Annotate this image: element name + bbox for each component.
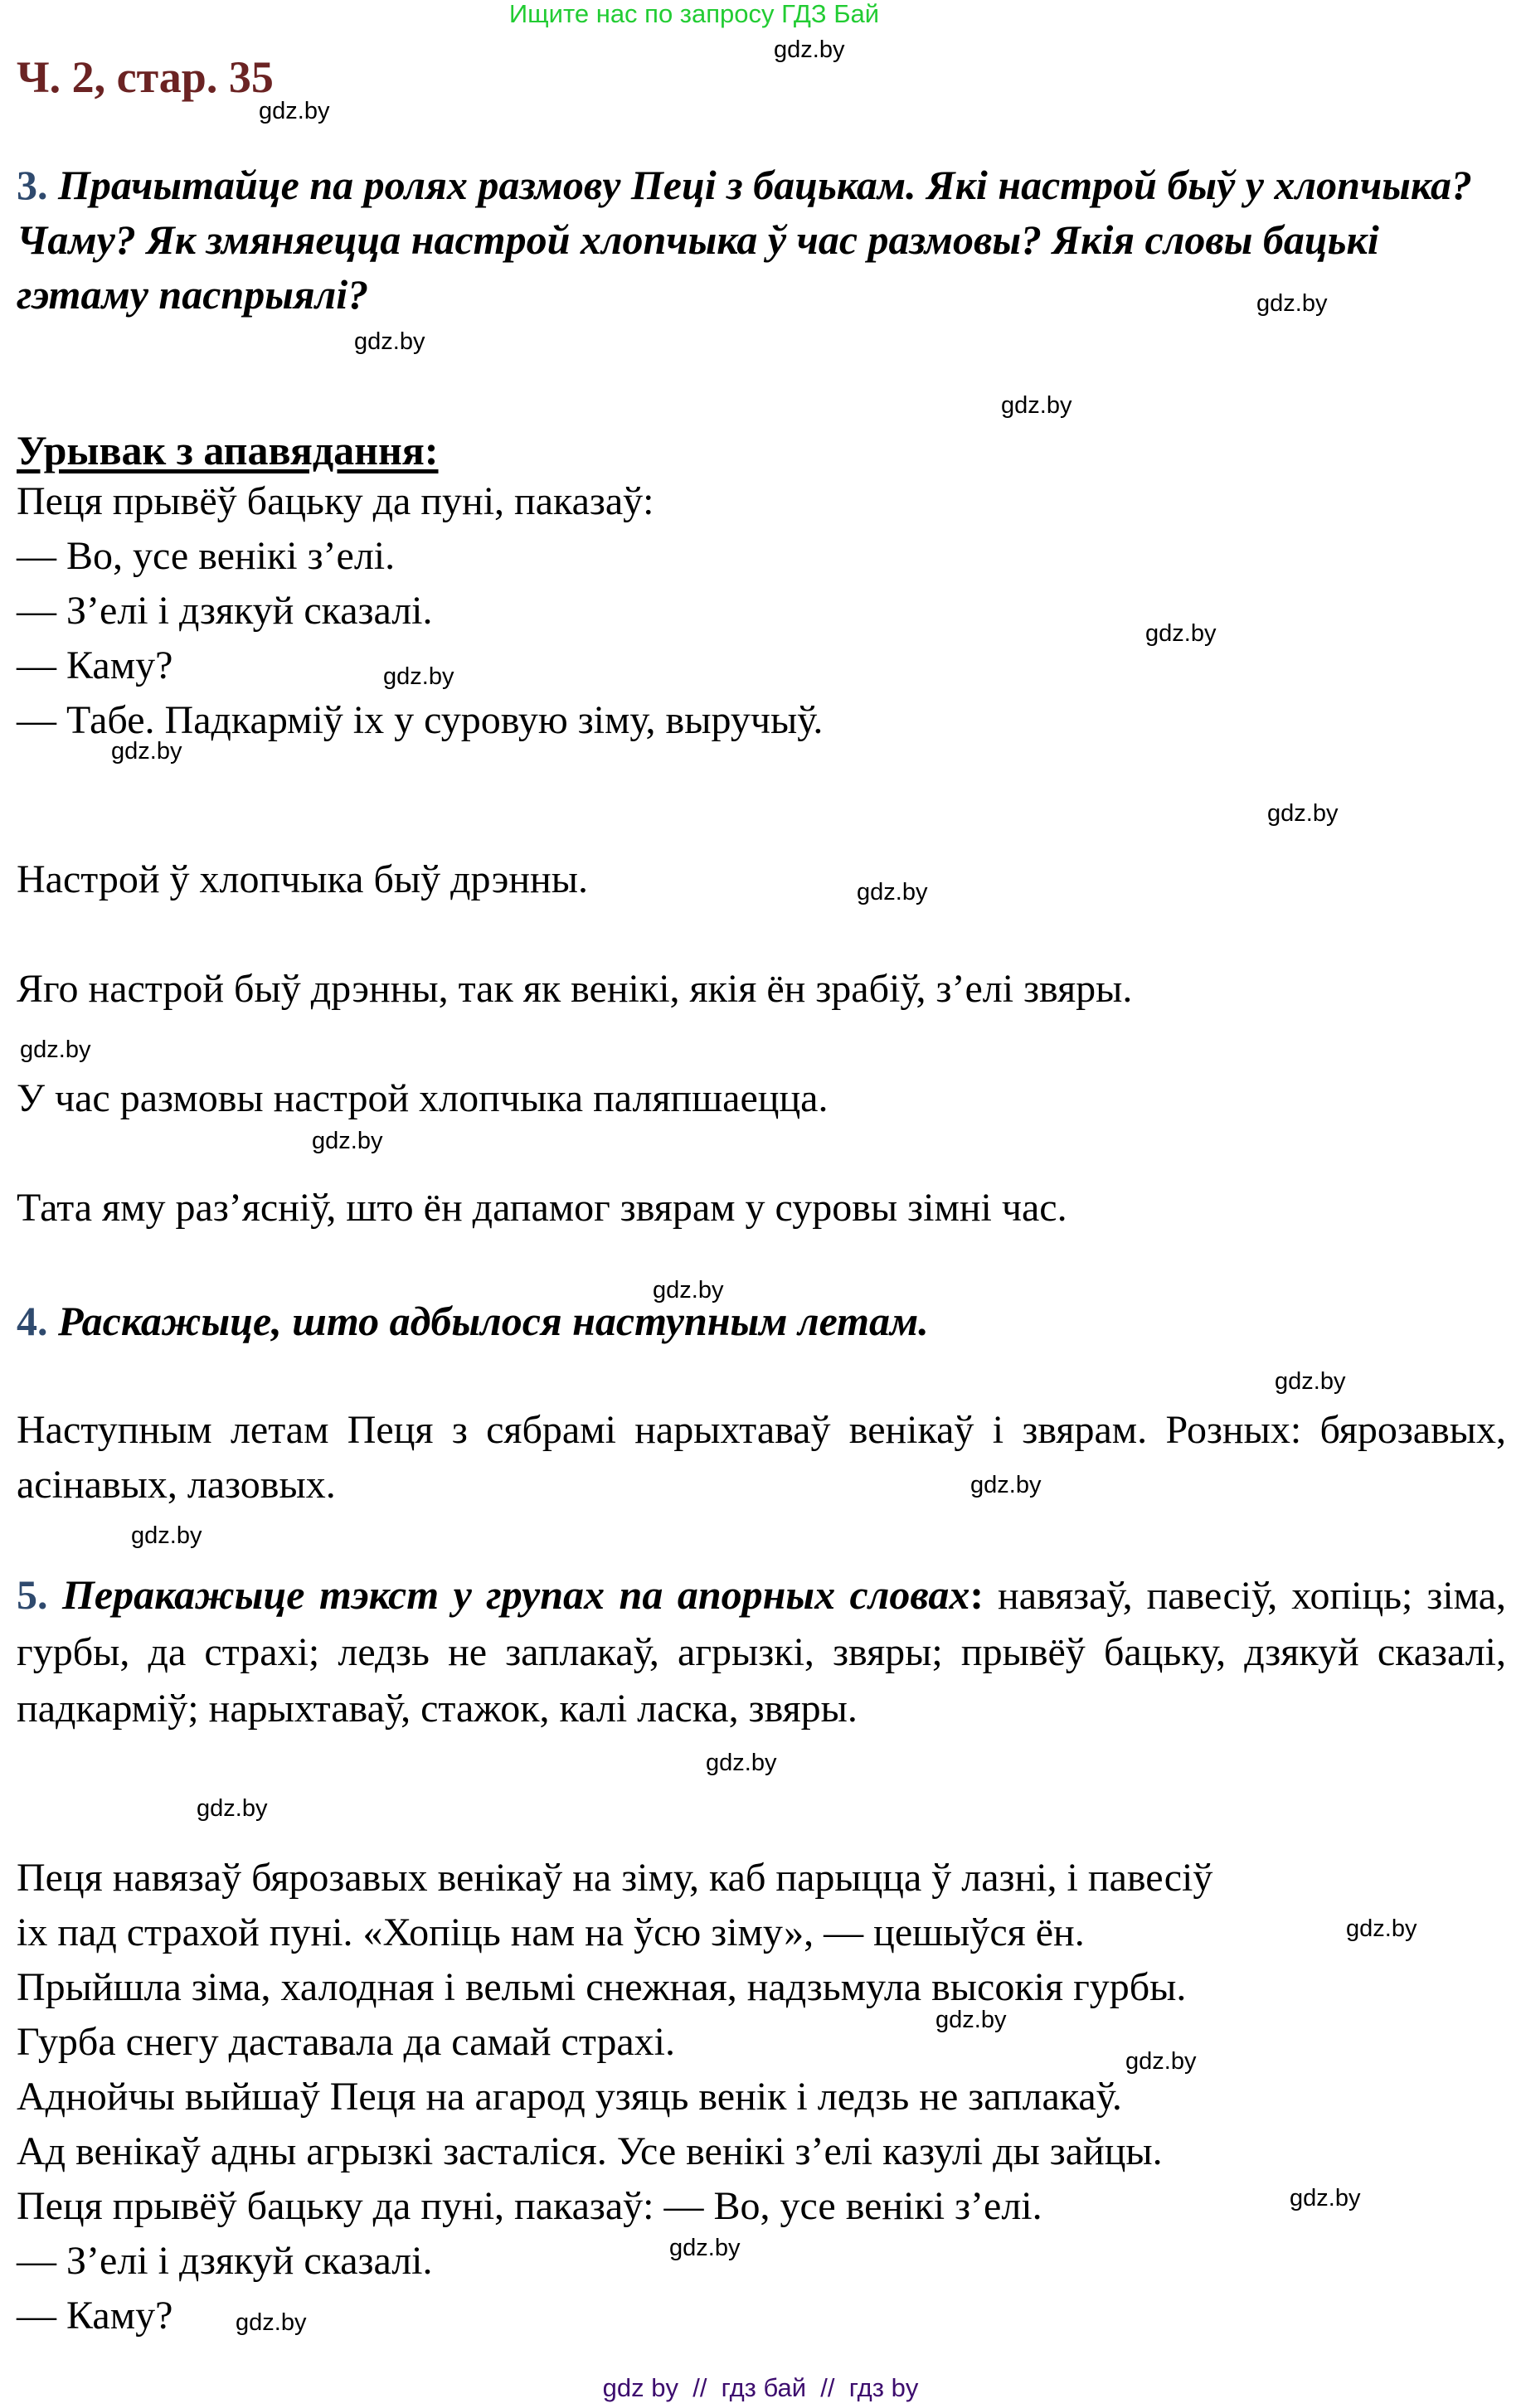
retelling-line: Аднойчы выйшаў Пеця на агарод узяць венік і ледзь не заплакаў. [17,2075,1122,2119]
excerpt-line: — Табе. Падкарміў іх у суровую зіму, выручыў. [17,698,824,742]
watermark: gdz.by [236,2309,307,2336]
task-text: Раскажыце, што адбылося наступным летам. [58,1298,929,1344]
promo-banner-text: Ищите нас по запросу ГДЗ Бай [508,0,880,28]
watermark: gdz.by [935,2007,1007,2033]
retelling-line: іх пад страхой пуні. «Хопіць нам на ўсю зіму», — цешыўся ён. [17,1910,1085,1954]
watermark: gdz.by [1145,620,1217,647]
watermark: gdz.by [1346,1915,1417,1942]
excerpt-heading: Урывак з апавядання: [17,427,439,473]
watermark: gdz.by [970,1472,1042,1498]
footer-links[interactable]: gdz by // гдз бай // гдз by [602,2373,919,2402]
task-5-prompt [17,1567,1506,1736]
retelling-line: Гурба снегу даставала да самай страхі. [17,2020,676,2064]
retelling-line: — Каму? [17,2294,173,2338]
retelling-line: Пеця прывёў бацьку да пуні, паказаў: — Во, усе венікі з’елі. [17,2184,1042,2228]
watermark: gdz.by [1256,290,1328,317]
watermark: gdz.by [669,2235,741,2261]
watermark: gdz.by [857,879,928,905]
retelling-line: Прыйшла зіма, халодная і вельмі снежная, надзьмула высокія гурбы. [17,1965,1187,2009]
page-title: Ч. 2, стар. 35 [17,52,274,102]
watermark: gdz.by [197,1795,268,1822]
retelling-line: — З’елі і дзякуй сказалі. [17,2239,433,2283]
watermark: gdz.by [111,738,182,765]
watermark: gdz.by [383,663,454,690]
watermark: gdz.by [259,98,330,124]
task-number: 4. [17,1298,48,1344]
answer-line: Тата яму раз’ясніў, што ён дапамог звярам у суровы зімні час. [17,1186,1067,1230]
task-text: Перакажыце тэкст у групах па апорных словах [61,1571,970,1618]
watermark: gdz.by [1275,1368,1346,1395]
watermark: gdz.by [312,1128,383,1154]
watermark: gdz.by [354,328,425,355]
watermark: gdz.by [706,1750,777,1776]
excerpt-line: — Во, усе венікі з’елі. [17,534,396,578]
watermark: gdz.by [1290,2185,1361,2211]
task-colon: : [969,1571,984,1618]
watermark: gdz.by [653,1277,724,1304]
watermark: gdz.by [131,1522,202,1549]
excerpt-line: — З’елі і дзякуй сказалі. [17,589,433,633]
watermark: gdz.by [20,1037,91,1063]
watermark: gdz.by [1267,800,1339,827]
excerpt-line: — Каму? [17,643,173,687]
retelling-line: Пеця навязаў бярозавых венікаў на зіму, каб парыцца ў лазні, і павесіў [17,1856,1213,1900]
answer-line: У час размовы настрой хлопчыка паляпшаецца. [17,1076,829,1120]
answer-line: Яго настрой быў дрэнны, так як венікі, якія ён зрабіў, з’елі звяры. [17,967,1133,1011]
answer-line: Настрой ў хлопчыка быў дрэнны. [17,857,588,901]
task-number: 3. [17,162,48,208]
task-4-prompt [17,1294,1506,1348]
retelling-line: Ад венікаў адны агрызкі засталіся. Усе венікі з’елі казулі ды зайцы. [17,2129,1163,2173]
task-text: Прачытайце па ролях размову Пеці з бацькам. Які настрой быў у хлопчыка? Чаму? Як змяняецца настрой хлопчыка ў час размовы? Якія словы бацькі гэтаму паспрыялі? [17,162,1473,318]
watermark: gdz.by [774,36,845,63]
keywords: навязаў, павесіў, хопіць; зіма, гурбы, да страхі; ледзь не заплакаў, агрызкі, звяры; прывёў бацьку, дзякуй сказалі, падкарміў; нарыхтаваў, стажок, калі ласка, звяры. [17,1574,1507,1731]
promo-banner [0,0,1521,28]
task-number: 5. [17,1571,48,1618]
excerpt-line: Пеця прывёў бацьку да пуні, паказаў: [17,479,654,523]
task-4-answer: Наступным летам Пеця з сябрамі нарыхтаваў венікаў і звярам. Розных: бярозавых, асінавых, лазовых. [17,1408,1506,1507]
watermark: gdz.by [1125,2048,1197,2075]
watermark: gdz.by [1001,392,1072,419]
